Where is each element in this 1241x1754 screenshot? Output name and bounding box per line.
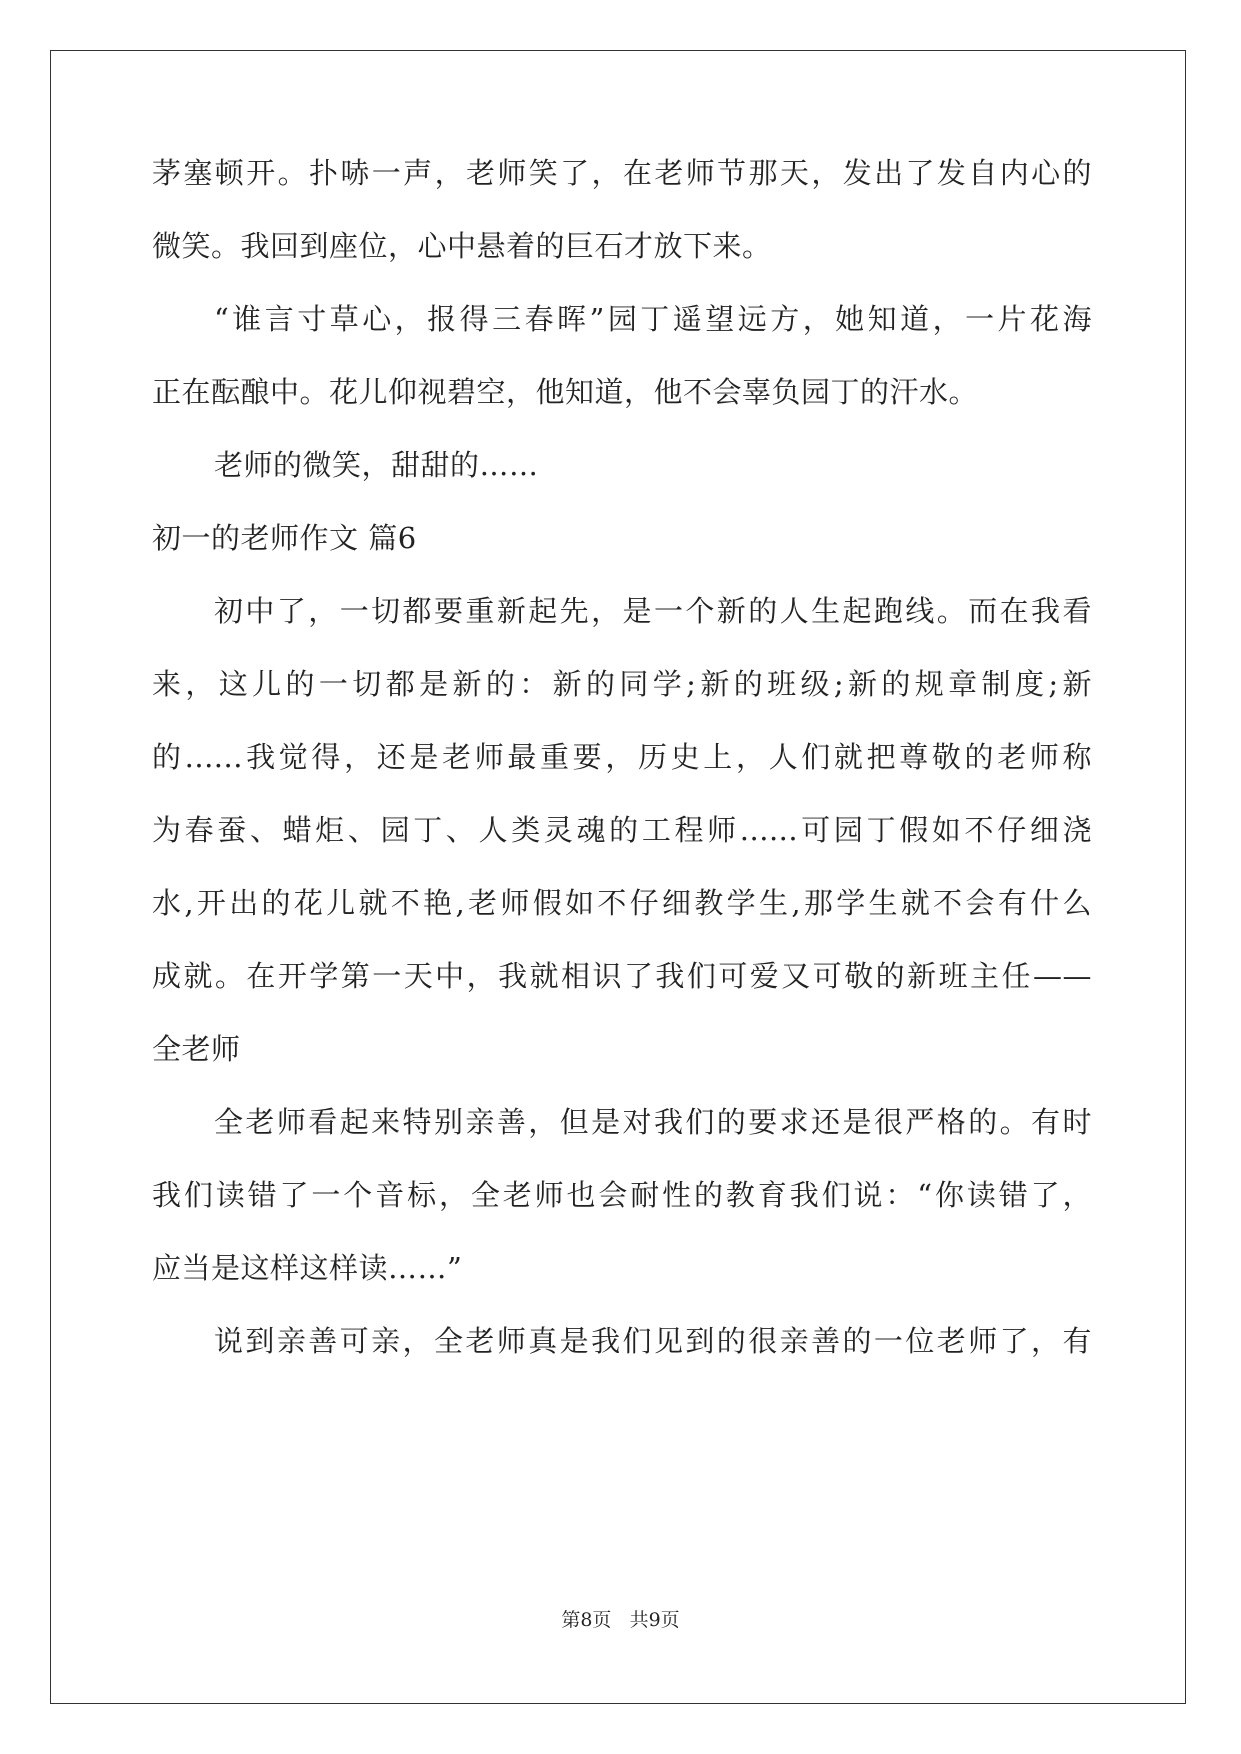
- text-line-5: 老师的微笑，甜甜的……: [214, 448, 539, 482]
- page-number: 第8页: [561, 1609, 612, 1631]
- total-pages: 共9页: [629, 1609, 680, 1631]
- text-line-2: 微笑。我回到座位，心中悬着的巨石才放下来。: [152, 229, 772, 263]
- text-line-4: 正在酝酿中。花儿仰视碧空，他知道，他不会辜负园丁的汗水。: [152, 375, 979, 409]
- text-line-9: 的......我觉得，还是老师最重要，历史上，人们就把尊敬的老师称: [152, 740, 1092, 774]
- text-line-14: 全老师看起来特别亲善，但是对我们的要求还是很严格的。有时: [214, 1105, 1092, 1139]
- text-line-3: “谁言寸草心，报得三春晖”园丁遥望远方，她知道，一片花海: [214, 302, 1092, 336]
- text-line-13: 全老师: [152, 1032, 241, 1066]
- text-line-8: 来，这儿的一切都是新的：新的同学;新的班级;新的规章制度;新: [152, 667, 1092, 701]
- text-line-16: 应当是这样这样读……”: [152, 1251, 463, 1285]
- text-line-10: 为春蚕、蜡炬、园丁、人类灵魂的工程师......可园丁假如不仔细浇: [152, 813, 1092, 847]
- section-heading: 初一的老师作文 篇6: [152, 521, 417, 555]
- page-footer: [0, 1608, 1241, 1632]
- text-line-12: 成就。在开学第一天中，我就相识了我们可爱又可敬的新班主任——: [152, 959, 1092, 993]
- text-line-1: 茅塞顿开。扑哧一声，老师笑了，在老师节那天，发出了发自内心的: [152, 156, 1092, 190]
- text-line-17: 说到亲善可亲，全老师真是我们见到的很亲善的一位老师了，有: [214, 1324, 1092, 1358]
- text-line-7: 初中了，一切都要重新起先，是一个新的人生起跑线。而在我看: [214, 594, 1092, 628]
- text-line-15: 我们读错了一个音标，全老师也会耐性的教育我们说：“你读错了，: [152, 1178, 1092, 1212]
- text-line-11: 水,开出的花儿就不艳,老师假如不仔细教学生,那学生就不会有什么: [152, 886, 1092, 920]
